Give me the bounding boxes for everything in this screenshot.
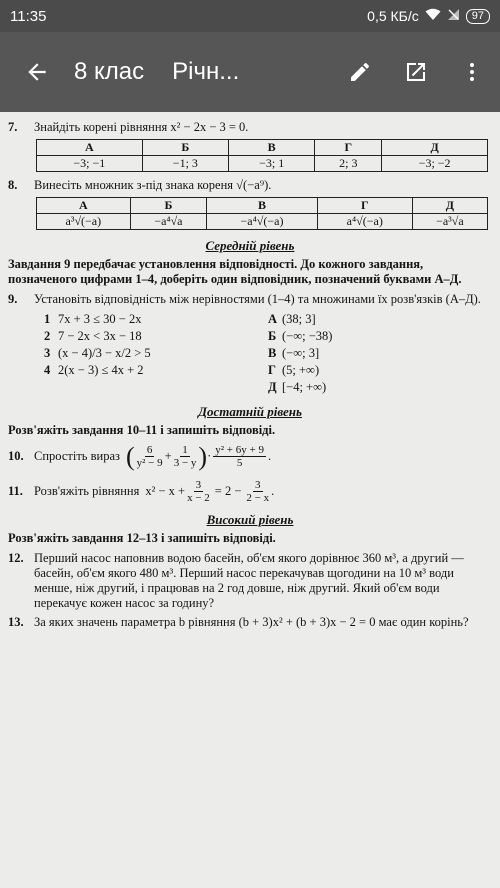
list-item: Г (5; +∞)	[268, 363, 320, 377]
section-heading-sufficient: Достатній рівень	[198, 404, 302, 419]
app-bar	[0, 32, 500, 112]
section-intro-medium: Завдання 9 передбачає установлення відповідності. До кожного завдання, позначеного цифрами 1–4, доберіть один відповідник, позначений буквами А–Д.	[8, 257, 462, 286]
more-button[interactable]	[444, 32, 500, 112]
fraction: $\frac{3}{x - 2}$	[187, 479, 210, 504]
question-10: 10. Спростіть вираз ( $\frac{6}{\text{y² − 9}}$ + $\frac{1}{3 - y}$ ) · $\frac{\text{y² + 6y + 9}}{5}$ .	[8, 442, 272, 471]
question-7-options: А Б В Г Д −3; −1 −1; 3 −3; 1 2; 3 −3; −2	[36, 139, 488, 172]
section-intro-high: Розв'яжіть завдання 12–13 і запишіть відповіді.	[8, 531, 276, 545]
question-8: 8. Винесіть множник з-під знака кореня √(−a⁹).	[8, 178, 272, 192]
question-11: 11. Розв'яжіть рівняння x² − x + $\frac{3}{x - 2}$ = 2 − $\frac{3}{2 - x}$ .	[8, 479, 275, 504]
open-in-new-icon	[404, 60, 428, 84]
fraction: $\frac{6}{\text{y² − 9}}$	[136, 444, 163, 469]
question-9-matching	[44, 311, 492, 396]
document-title: 8 клас Річн...	[74, 58, 240, 85]
section-intro-sufficient: Розв'яжіть завдання 10–11 і запишіть відповіді.	[8, 423, 276, 437]
no-sim-icon	[447, 8, 460, 24]
status-time: 11:35	[10, 7, 47, 25]
question-9: 9. Установіть відповідність між нерівностями (1–4) та множинами їх розв'язків (А–Д).	[8, 292, 481, 306]
back-button[interactable]	[0, 32, 74, 112]
question-8-options: А Б В Г Д a³√(−a) −a⁴√a −a⁴√(−a) a⁴√(−a) −a³√a	[36, 197, 488, 230]
pencil-icon	[348, 60, 372, 84]
list-item: В (−∞; 3]	[268, 346, 320, 360]
fraction: $\frac{1}{3 - y}$	[173, 444, 197, 469]
inequalities-column	[44, 311, 268, 396]
list-item: 1 7x + 3 ≤ 30 − 2x	[44, 312, 142, 326]
section-heading-medium: Середній рівень	[205, 238, 295, 253]
more-vert-icon	[460, 60, 484, 84]
section-heading-high: Високий рівень	[206, 512, 294, 527]
open-external-button[interactable]	[388, 32, 444, 112]
fraction: $\frac{3}{2 - x}$	[246, 479, 270, 504]
document-page[interactable]	[0, 112, 500, 888]
status-right	[367, 8, 490, 24]
list-item: Д [−4; +∞)	[268, 380, 327, 394]
arrow-back-icon	[24, 59, 50, 85]
status-bar	[0, 0, 500, 32]
wifi-icon	[425, 8, 441, 24]
question-12: 12. Перший насос наповнив водою басейн, об'єм якого дорівнює 360 м³, а другий — басейн, об'єм якого 480 м³. Перший насос перекачував щогодини на 10 м³ води менше, ніж другий, і працював на 2 год довше, ніж другий. Який об'єм води перекачує кожен насос за годину?	[8, 551, 464, 610]
network-speed: 0,5 КБ/с	[367, 8, 419, 24]
question-13: 13. За яких значень параметра b рівняння (b + 3)x² + (b + 3)x − 2 = 0 має один корінь?	[8, 615, 469, 629]
list-item: А (38; 3]	[268, 312, 316, 326]
list-item: 3 (x − 4)/3 − x/2 > 5	[44, 346, 151, 360]
fraction: $\frac{\text{y² + 6y + 9}}{5}$	[215, 444, 264, 469]
list-item: 2 7 − 2x < 3x − 18	[44, 329, 142, 343]
list-item: 4 2(x − 3) ≤ 4x + 2	[44, 363, 144, 377]
question-7: 7. Знайдіть корені рівняння x² − 2x − 3 = 0.	[8, 120, 249, 134]
solution-sets-column	[268, 311, 492, 396]
edit-button[interactable]	[332, 32, 388, 112]
battery-icon: 97	[466, 9, 490, 24]
list-item: Б (−∞; −38)	[268, 329, 333, 343]
